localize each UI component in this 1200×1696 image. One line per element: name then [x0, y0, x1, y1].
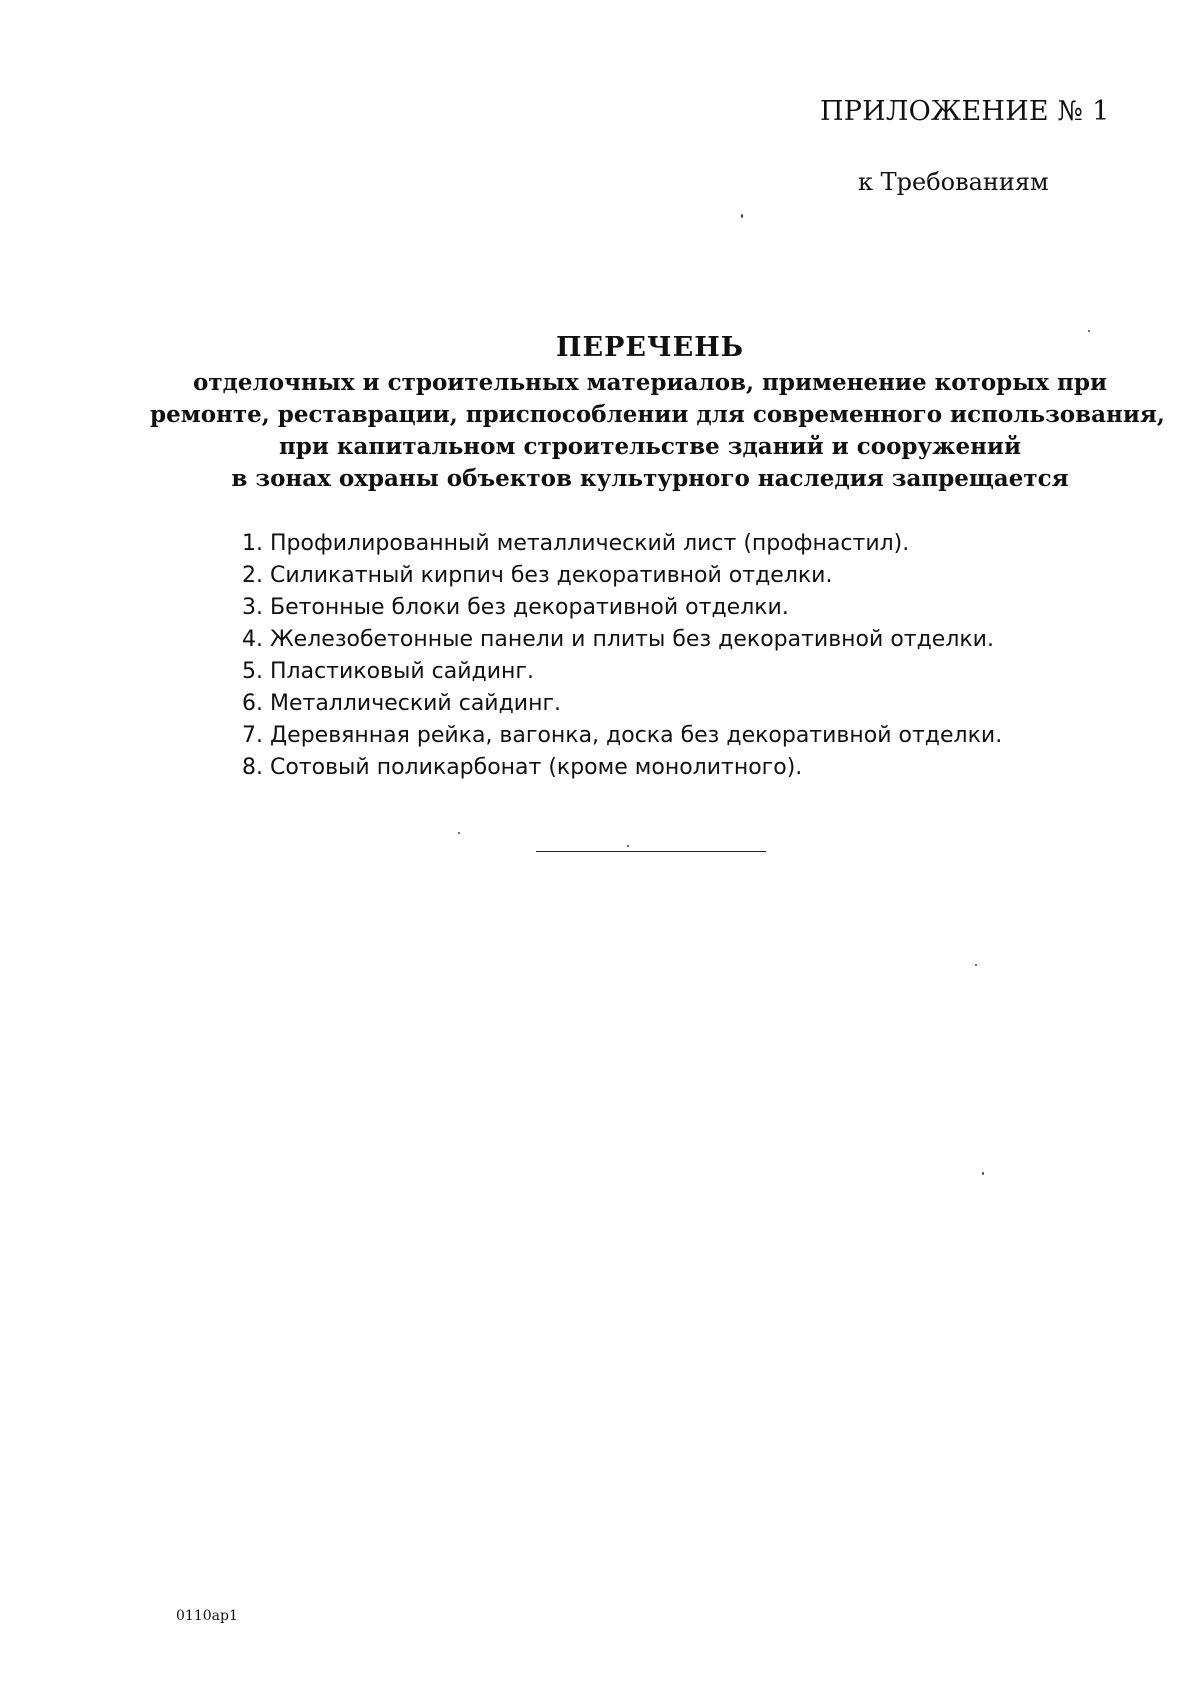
title-line: отделочных и строительных материалов, применение которых при — [192, 369, 1107, 396]
document-title: ПЕРЕЧЕНЬ — [556, 332, 744, 363]
materials-list — [242, 528, 1002, 784]
appendix-label: ПРИЛОЖЕНИЕ № 1 — [820, 96, 1110, 127]
list-item: 3. Бетонные блоки без декоративной отделки. — [242, 595, 789, 620]
title-line: в зонах охраны объектов культурного наследия запрещается — [231, 465, 1069, 492]
appendix-subtitle: к Требованиям — [858, 168, 1049, 196]
document-code: 0110ap1 — [176, 1608, 238, 1624]
title-line: ремонте, реставрации, приспособлении для современного использования, — [150, 401, 1165, 428]
title-line: при капитальном строительстве зданий и сооружений — [278, 433, 1022, 460]
list-item: 8. Сотовый поликарбонат (кроме монолитного). — [242, 755, 803, 780]
end-divider — [536, 851, 766, 852]
scan-speck — [1088, 330, 1090, 332]
scan-speck — [627, 845, 629, 847]
list-item: 5. Пластиковый сайдинг. — [242, 659, 534, 684]
scan-speck — [458, 832, 460, 834]
list-item: 2. Силикатный кирпич без декоративной отделки. — [242, 563, 833, 588]
scan-speck — [741, 214, 743, 218]
list-item: 1. Профилированный металлический лист (профнастил). — [242, 531, 910, 556]
list-item: 7. Деревянная рейка, вагонка, доска без декоративной отделки. — [242, 723, 1003, 748]
scan-speck — [975, 964, 977, 966]
scan-speck — [982, 1172, 984, 1175]
document-title-block — [150, 332, 1165, 495]
list-item: 4. Железобетонные панели и плиты без декоративной отделки. — [242, 627, 994, 652]
list-item: 6. Металлический сайдинг. — [242, 691, 562, 716]
